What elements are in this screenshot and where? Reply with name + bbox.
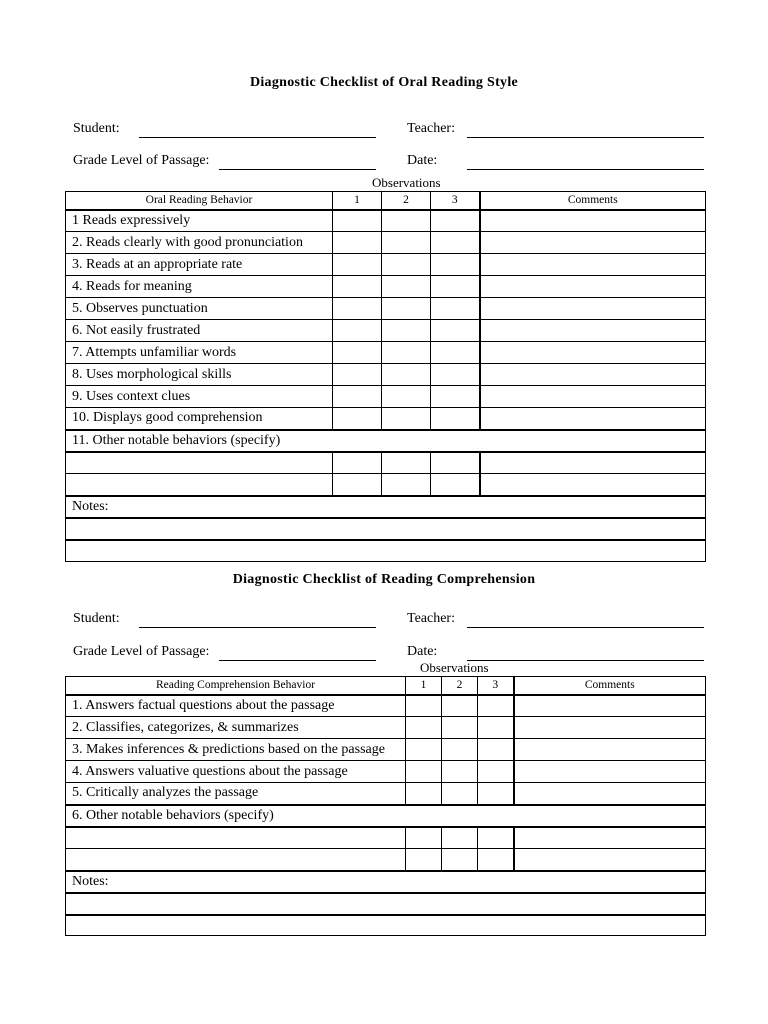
oral-other-row	[66, 430, 706, 452]
behavior-label: 1 Reads expressively	[66, 210, 333, 232]
behavior-label: 4. Reads for meaning	[66, 276, 333, 298]
behavior-label: 6. Not easily frustrated	[66, 320, 333, 342]
oral-grade-label: Grade Level of Passage:	[73, 153, 210, 168]
oral-student-field[interactable]	[139, 137, 376, 138]
observation-3-cell[interactable]	[478, 739, 514, 761]
comp-student-field[interactable]	[139, 627, 376, 628]
oral-notes-row	[66, 496, 706, 518]
observation-3-cell[interactable]	[431, 254, 480, 276]
comp-date-label: Date:	[407, 644, 438, 659]
comments-cell[interactable]	[514, 695, 706, 717]
comments-cell[interactable]	[480, 276, 706, 298]
oral-teacher-label: Teacher:	[407, 121, 455, 136]
comp-teacher-field[interactable]	[467, 627, 704, 628]
oral-blank-row[interactable]	[66, 474, 706, 496]
oral-header-obs-2: 2	[382, 192, 431, 210]
oral-teacher-field[interactable]	[467, 137, 704, 138]
oral-student-label: Student:	[73, 121, 120, 136]
observation-3-cell[interactable]	[431, 408, 480, 430]
behavior-label: 5. Critically analyzes the passage	[66, 783, 406, 805]
observation-2-cell[interactable]	[442, 717, 478, 739]
checklist-row	[66, 386, 706, 408]
comp-student-label: Student:	[73, 611, 120, 626]
observation-1-cell[interactable]	[333, 210, 382, 232]
observation-2-cell[interactable]	[382, 276, 431, 298]
oral-table-header	[66, 192, 706, 210]
comments-cell[interactable]	[480, 364, 706, 386]
comp-observations-label: Observations	[420, 660, 489, 675]
comments-cell[interactable]	[480, 210, 706, 232]
oral-date-field[interactable]	[467, 169, 704, 170]
comp-header-obs-1: 1	[406, 677, 442, 695]
comments-cell[interactable]	[514, 717, 706, 739]
observation-1-cell[interactable]	[406, 783, 442, 805]
observation-2-cell[interactable]	[382, 364, 431, 386]
comp-grade-label: Grade Level of Passage:	[73, 644, 210, 659]
observation-3-cell[interactable]	[478, 695, 514, 717]
oral-date-label: Date:	[407, 153, 438, 168]
checklist-row	[66, 695, 706, 717]
checklist-row	[66, 717, 706, 739]
checklist-row	[66, 364, 706, 386]
oral-other-label: 11. Other notable behaviors (specify)	[66, 430, 706, 452]
behavior-label: 2. Reads clearly with good pronunciation	[66, 232, 333, 254]
oral-notes-label: Notes:	[66, 496, 706, 518]
observation-2-cell[interactable]	[382, 386, 431, 408]
comp-blank-row[interactable]	[66, 849, 706, 871]
observation-1-cell[interactable]	[333, 342, 382, 364]
comments-cell[interactable]	[480, 298, 706, 320]
comp-header-behavior: Reading Comprehension Behavior	[66, 677, 406, 695]
comp-table-header	[66, 677, 706, 695]
observation-1-cell[interactable]	[406, 717, 442, 739]
oral-blank-row[interactable]	[66, 452, 706, 474]
observation-3-cell[interactable]	[431, 232, 480, 254]
observation-2-cell[interactable]	[442, 739, 478, 761]
comp-header-obs-2: 2	[442, 677, 478, 695]
checklist-row	[66, 276, 706, 298]
observation-2-cell[interactable]	[382, 210, 431, 232]
checklist-row	[66, 254, 706, 276]
comp-teacher-label: Teacher:	[407, 611, 455, 626]
observation-1-cell[interactable]	[333, 254, 382, 276]
observation-2-cell[interactable]	[382, 342, 431, 364]
comments-cell[interactable]	[480, 386, 706, 408]
oral-grade-field[interactable]	[219, 169, 376, 170]
observation-1-cell[interactable]	[406, 761, 442, 783]
behavior-label: 10. Displays good comprehension	[66, 408, 333, 430]
comments-cell[interactable]	[480, 342, 706, 364]
oral-observations-label: Observations	[372, 175, 441, 190]
checklist-row	[66, 761, 706, 783]
comp-notes-line[interactable]	[66, 915, 706, 936]
observation-3-cell[interactable]	[431, 210, 480, 232]
observation-3-cell[interactable]	[431, 320, 480, 342]
observation-2-cell[interactable]	[382, 320, 431, 342]
comp-other-label: 6. Other notable behaviors (specify)	[66, 805, 706, 827]
observation-2-cell[interactable]	[382, 232, 431, 254]
oral-checklist-title: Diagnostic Checklist of Oral Reading Style	[249, 75, 519, 90]
behavior-label: 1. Answers factual questions about the passage	[66, 695, 406, 717]
comp-date-field[interactable]	[467, 660, 704, 661]
observation-2-cell[interactable]	[442, 783, 478, 805]
checklist-row	[66, 210, 706, 232]
observation-2-cell[interactable]	[382, 298, 431, 320]
observation-2-cell[interactable]	[442, 761, 478, 783]
checklist-row	[66, 783, 706, 805]
behavior-label: 8. Uses morphological skills	[66, 364, 333, 386]
observation-1-cell[interactable]	[406, 695, 442, 717]
observation-3-cell[interactable]	[478, 717, 514, 739]
observation-3-cell[interactable]	[431, 342, 480, 364]
observation-1-cell[interactable]	[333, 320, 382, 342]
behavior-label: 5. Observes punctuation	[66, 298, 333, 320]
checklist-row	[66, 320, 706, 342]
comprehension-checklist-title: Diagnostic Checklist of Reading Comprehension	[232, 572, 536, 587]
observation-2-cell[interactable]	[442, 695, 478, 717]
comments-cell[interactable]	[480, 320, 706, 342]
comp-notes-label: Notes:	[66, 871, 706, 893]
oral-header-obs-1: 1	[333, 192, 382, 210]
observation-1-cell[interactable]	[406, 739, 442, 761]
behavior-label: 2. Classifies, categorizes, & summarizes	[66, 717, 406, 739]
checklist-row	[66, 342, 706, 364]
observation-1-cell[interactable]	[333, 232, 382, 254]
behavior-label: 3. Reads at an appropriate rate	[66, 254, 333, 276]
observation-1-cell[interactable]	[333, 276, 382, 298]
oral-header-obs-3: 3	[431, 192, 480, 210]
checklist-row	[66, 739, 706, 761]
comp-other-row	[66, 805, 706, 827]
observation-1-cell[interactable]	[333, 386, 382, 408]
comments-cell[interactable]	[480, 232, 706, 254]
observation-2-cell[interactable]	[382, 254, 431, 276]
observation-1-cell[interactable]	[333, 364, 382, 386]
comp-grade-field[interactable]	[219, 660, 376, 661]
comments-cell[interactable]	[514, 761, 706, 783]
observation-3-cell[interactable]	[478, 783, 514, 805]
observation-3-cell[interactable]	[431, 364, 480, 386]
comp-header-comments: Comments	[514, 677, 706, 695]
observation-1-cell[interactable]	[333, 298, 382, 320]
comp-notes-row	[66, 871, 706, 893]
observation-1-cell[interactable]	[333, 408, 382, 430]
comp-notes-line[interactable]	[66, 893, 706, 915]
oral-checklist-table	[65, 191, 706, 562]
behavior-label: 4. Answers valuative questions about the passage	[66, 761, 406, 783]
oral-notes-line[interactable]	[66, 540, 706, 562]
comments-cell[interactable]	[480, 408, 706, 430]
behavior-label: 3. Makes inferences & predictions based on the passage	[66, 739, 406, 761]
observation-3-cell[interactable]	[431, 276, 480, 298]
oral-header-comments: Comments	[480, 192, 706, 210]
comments-cell[interactable]	[514, 783, 706, 805]
observation-2-cell[interactable]	[382, 408, 431, 430]
comp-blank-row[interactable]	[66, 827, 706, 849]
behavior-label: 7. Attempts unfamiliar words	[66, 342, 333, 364]
oral-notes-line[interactable]	[66, 518, 706, 540]
comments-cell[interactable]	[480, 254, 706, 276]
checklist-row	[66, 232, 706, 254]
observation-3-cell[interactable]	[478, 761, 514, 783]
comp-items	[66, 695, 706, 805]
comprehension-checklist-table	[65, 676, 706, 936]
checklist-row	[66, 408, 706, 430]
observation-3-cell[interactable]	[431, 386, 480, 408]
checklist-row	[66, 298, 706, 320]
behavior-label: 9. Uses context clues	[66, 386, 333, 408]
observation-3-cell[interactable]	[431, 298, 480, 320]
comments-cell[interactable]	[514, 739, 706, 761]
oral-items	[66, 210, 706, 430]
comp-header-obs-3: 3	[478, 677, 514, 695]
oral-header-behavior: Oral Reading Behavior	[66, 192, 333, 210]
